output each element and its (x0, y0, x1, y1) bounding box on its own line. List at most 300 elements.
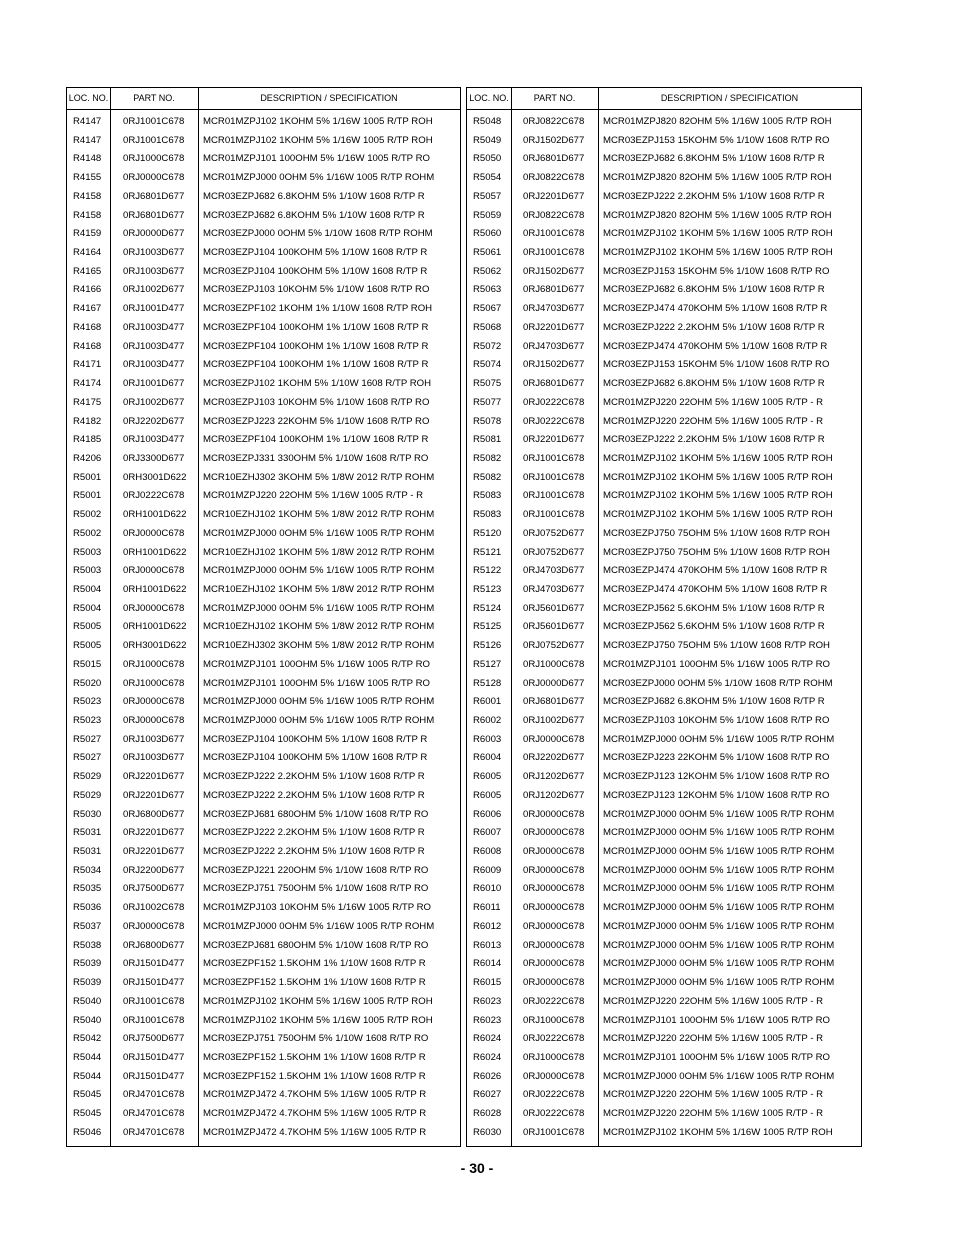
description-cell: MCR01MZPJ103 10KOHM 5% 1/16W 1005 R/TP RO (203, 902, 432, 914)
loc-no-cell: R5002 (73, 509, 102, 521)
part-no-cell: 0RJ0822C678 (523, 116, 585, 127)
part-no-cell: 0RJ4703D677 (523, 565, 585, 577)
loc-no-cell: R4206 (73, 452, 102, 464)
description-cell: MCR01MZPJ101 100OHM 5% 1/16W 1005 R/TP RO (203, 658, 430, 670)
loc-no-cell: R5124 (473, 602, 502, 614)
loc-no-cell: R5003 (73, 565, 102, 577)
table-row (467, 880, 861, 899)
table-row (67, 712, 460, 731)
part-no-cell: 0RJ0000C678 (523, 1070, 585, 1082)
table-row (467, 113, 861, 132)
part-no-cell: 0RJ1502D677 (523, 265, 585, 277)
table-row (67, 1086, 460, 1105)
description-cell: MCR01MZPJ000 0OHM 5% 1/16W 1005 R/TP ROHM (603, 977, 835, 989)
loc-no-cell: R5015 (73, 658, 102, 670)
table-row (467, 600, 861, 619)
part-no-cell: 0RJ0000C678 (523, 958, 585, 970)
loc-no-cell: R5039 (73, 977, 102, 989)
table-row (467, 150, 861, 169)
loc-no-cell: R5027 (73, 752, 102, 764)
loc-no-cell: R5031 (73, 846, 102, 858)
table-row (467, 413, 861, 432)
description-cell: MCR01MZPJ220 22OHM 5% 1/16W 1005 R/TP - R (603, 1108, 824, 1120)
part-no-cell: 0RJ1001C678 (523, 471, 585, 483)
description-cell: MCR03EZPJ751 750OHM 5% 1/10W 1608 R/TP RO (203, 1033, 429, 1045)
loc-no-cell: R5057 (473, 190, 502, 202)
description-cell: MCR01MZPJ102 1KOHM 5% 1/16W 1005 R/TP ROH (603, 490, 833, 502)
description-cell: MCR01MZPJ102 1KOHM 5% 1/16W 1005 R/TP ROH (603, 509, 833, 521)
part-no-cell: 0RJ1001C678 (523, 490, 585, 502)
part-no-cell: 0RJ0000C678 (523, 902, 585, 914)
table-row (67, 656, 460, 675)
description-cell: MCR01MZPJ101 100OHM 5% 1/16W 1005 R/TP RO (203, 153, 430, 165)
loc-no-cell: R5005 (73, 621, 102, 633)
table-row (67, 487, 460, 506)
loc-no-cell: R5083 (473, 490, 502, 502)
loc-no-cell: R4148 (73, 153, 102, 165)
description-cell: MCR01MZPJ000 0OHM 5% 1/16W 1005 R/TP ROHM (603, 864, 835, 876)
part-no-cell: 0RJ4703D677 (523, 583, 585, 595)
part-no-cell: 0RJ6801D677 (523, 696, 585, 708)
part-no-cell: 0RJ1001C678 (523, 228, 585, 240)
part-no-cell: 0RJ1002D677 (523, 715, 585, 726)
description-cell: MCR01MZPJ000 0OHM 5% 1/16W 1005 R/TP ROHM (603, 1070, 835, 1082)
description-cell: MCR01MZPJ102 1KOHM 5% 1/16W 1005 R/TP ROH (203, 116, 433, 127)
table-row (67, 993, 460, 1012)
part-no-cell: 0RJ1003D477 (123, 359, 185, 371)
part-no-cell: 0RH1001D622 (123, 621, 187, 633)
description-cell: MCR03EZPJ474 470KOHM 5% 1/10W 1608 R/TP R (603, 340, 828, 352)
part-no-cell: 0RJ6800D677 (123, 808, 185, 820)
table-row (467, 731, 861, 750)
description-cell: MCR03EZPJ474 470KOHM 5% 1/10W 1608 R/TP R (603, 303, 828, 315)
loc-no-cell: R6002 (473, 715, 502, 726)
loc-no-cell: R5036 (73, 902, 102, 914)
description-cell: MCR01MZPJ000 0OHM 5% 1/16W 1005 R/TP ROHM (203, 602, 435, 614)
loc-no-cell: R5061 (473, 247, 502, 259)
loc-no-cell: R5046 (73, 1126, 102, 1138)
table-row (67, 375, 460, 394)
loc-no-cell: R5038 (73, 939, 102, 951)
part-no-cell: 0RJ1000C678 (523, 1014, 585, 1026)
part-no-cell: 0RJ0000C678 (523, 864, 585, 876)
part-no-cell: 0RJ6801D677 (123, 190, 185, 202)
part-no-cell: 0RJ2201D677 (123, 789, 185, 801)
table-row (467, 300, 861, 319)
header-description: DESCRIPTION / SPECIFICATION (260, 93, 398, 103)
part-no-cell: 0RJ2201D677 (123, 846, 185, 858)
part-no-cell: 0RH3001D622 (123, 471, 187, 483)
description-cell: MCR01MZPJ000 0OHM 5% 1/16W 1005 R/TP ROHM (603, 902, 835, 914)
part-no-cell: 0RJ4701C678 (123, 1108, 185, 1120)
loc-no-cell: R5029 (73, 771, 102, 783)
loc-no-cell: R5044 (73, 1051, 102, 1063)
table-row (467, 581, 861, 600)
table-row (467, 693, 861, 712)
loc-no-cell: R4158 (73, 209, 102, 221)
part-no-cell: 0RJ0752D677 (523, 546, 585, 558)
loc-no-cell: R4147 (73, 134, 102, 146)
table-row (467, 562, 861, 581)
loc-no-cell: R5037 (73, 920, 102, 932)
part-no-cell: 0RJ2200D677 (123, 864, 185, 876)
loc-no-cell: R5023 (73, 696, 102, 708)
loc-no-cell: R4185 (73, 434, 102, 446)
loc-no-cell: R5120 (473, 527, 502, 539)
table-row (67, 544, 460, 563)
loc-no-cell: R5081 (473, 434, 502, 446)
table-row (467, 188, 861, 207)
loc-no-cell: R5075 (473, 378, 502, 390)
description-cell: MCR03EZPF152 1.5KOHM 1% 1/10W 1608 R/TP R (203, 958, 426, 970)
table-row (67, 469, 460, 488)
table-row (467, 1105, 861, 1124)
table-row (467, 862, 861, 881)
description-cell: MCR03EZPJ104 100KOHM 5% 1/10W 1608 R/TP R (203, 265, 428, 277)
description-cell: MCR03EZPJ750 75OHM 5% 1/10W 1608 R/TP ROH (603, 527, 830, 539)
description-cell: MCR03EZPF104 100KOHM 1% 1/10W 1608 R/TP R (203, 340, 429, 352)
part-no-cell: 0RJ0000C678 (523, 733, 585, 745)
table-row (67, 749, 460, 768)
description-cell: MCR03EZPJ682 6.8KOHM 5% 1/10W 1608 R/TP R (203, 209, 425, 221)
description-cell: MCR03EZPJ750 75OHM 5% 1/10W 1608 R/TP ROH (603, 546, 830, 558)
part-no-cell: 0RJ2202D677 (523, 752, 585, 764)
description-cell: MCR01MZPJ220 22OHM 5% 1/16W 1005 R/TP - R (603, 995, 824, 1007)
part-no-cell: 0RJ0000C678 (523, 846, 585, 858)
description-cell: MCR01MZPJ000 0OHM 5% 1/16W 1005 R/TP ROHM (203, 527, 435, 539)
description-cell: MCR01MZPJ102 1KOHM 5% 1/16W 1005 R/TP ROH (603, 247, 833, 259)
table-row (67, 937, 460, 956)
table-row (467, 469, 861, 488)
loc-no-cell: R5049 (473, 134, 502, 146)
description-cell: MCR03EZPJ682 6.8KOHM 5% 1/10W 1608 R/TP R (603, 153, 825, 165)
table-row (467, 637, 861, 656)
loc-no-cell: R6003 (473, 733, 502, 745)
description-cell: MCR03EZPF152 1.5KOHM 1% 1/10W 1608 R/TP R (203, 1051, 426, 1063)
loc-no-cell: R4171 (73, 359, 102, 371)
parts-table-left (66, 87, 461, 1147)
part-no-cell: 0RJ0000C678 (523, 883, 585, 895)
table-row (67, 843, 460, 862)
loc-no-cell: R5128 (473, 677, 502, 689)
part-no-cell: 0RJ1001C678 (123, 134, 185, 146)
part-no-cell: 0RJ4703D677 (523, 340, 585, 352)
part-no-cell: 0RJ0000C678 (123, 920, 185, 932)
part-no-cell: 0RJ1001D477 (123, 303, 185, 315)
loc-no-cell: R5062 (473, 265, 502, 277)
description-cell: MCR03EZPJ562 5.6KOHM 5% 1/10W 1608 R/TP R (603, 621, 825, 633)
description-cell: MCR01MZPJ820 82OHM 5% 1/16W 1005 R/TP ROH (603, 209, 832, 221)
description-cell: MCR01MZPJ472 4.7KOHM 5% 1/16W 1005 R/TP R (203, 1126, 427, 1138)
part-no-cell: 0RJ2202D677 (123, 415, 185, 427)
part-no-cell: 0RJ0000C678 (123, 696, 185, 708)
description-cell: MCR03EZPJ103 10KOHM 5% 1/10W 1608 R/TP RO (203, 284, 430, 296)
loc-no-cell: R5078 (473, 415, 502, 427)
description-cell: MCR01MZPJ000 0OHM 5% 1/16W 1005 R/TP ROHM (203, 715, 435, 726)
description-cell: MCR03EZPJ474 470KOHM 5% 1/10W 1608 R/TP R (603, 565, 828, 577)
description-cell: MCR03EZPJ104 100KOHM 5% 1/10W 1608 R/TP R (203, 752, 428, 764)
description-cell: MCR01MZPJ000 0OHM 5% 1/16W 1005 R/TP ROHM (603, 883, 835, 895)
description-cell: MCR01MZPJ220 22OHM 5% 1/16W 1005 R/TP - R (603, 396, 824, 408)
table-row (67, 244, 460, 263)
description-cell: MCR03EZPJ223 22KOHM 5% 1/10W 1608 R/TP RO (203, 415, 430, 427)
part-no-cell: 0RJ2201D677 (523, 321, 585, 333)
part-no-cell: 0RJ2201D677 (523, 434, 585, 446)
loc-no-cell: R5003 (73, 546, 102, 558)
table-row (67, 1105, 460, 1124)
loc-no-cell: R5125 (473, 621, 502, 633)
header-description: DESCRIPTION / SPECIFICATION (660, 93, 799, 103)
table-row (67, 394, 460, 413)
description-cell: MCR03EZPF104 100KOHM 1% 1/10W 1608 R/TP R (203, 434, 429, 446)
table-row (467, 525, 861, 544)
description-cell: MCR01MZPJ102 1KOHM 5% 1/16W 1005 R/TP ROH (603, 452, 833, 464)
table-row (467, 544, 861, 563)
description-cell: MCR03EZPJ222 2.2KOHM 5% 1/10W 1608 R/TP R (603, 321, 825, 333)
part-no-cell: 0RH3001D622 (123, 640, 187, 652)
loc-no-cell: R5082 (473, 452, 502, 464)
table-row (67, 169, 460, 188)
table-row (467, 955, 861, 974)
table-row (467, 356, 861, 375)
table-row (467, 899, 861, 918)
table-row (67, 1049, 460, 1068)
description-cell: MCR03EZPJ222 2.2KOHM 5% 1/10W 1608 R/TP R (203, 789, 425, 801)
loc-no-cell: R5042 (73, 1033, 102, 1045)
part-no-cell: 0RJ1003D677 (123, 247, 185, 259)
part-no-cell: 0RJ4701C678 (123, 1089, 185, 1101)
loc-no-cell: R6009 (473, 864, 502, 876)
part-no-cell: 0RJ0222C678 (523, 1089, 585, 1101)
table-row (467, 675, 861, 694)
table-row (467, 506, 861, 525)
loc-no-cell: R6023 (473, 995, 502, 1007)
part-no-cell: 0RJ1000C678 (123, 153, 185, 165)
part-no-cell: 0RJ1202D677 (523, 771, 585, 783)
loc-no-cell: R6008 (473, 846, 502, 858)
part-no-cell: 0RJ1000C678 (523, 658, 585, 670)
part-no-cell: 0RJ0000C678 (123, 602, 185, 614)
description-cell: MCR10EZHJ102 1KOHM 5% 1/8W 2012 R/TP ROHM (203, 621, 435, 633)
description-cell: MCR03EZPJ222 2.2KOHM 5% 1/10W 1608 R/TP R (603, 190, 825, 202)
table-row (67, 356, 460, 375)
table-row (67, 824, 460, 843)
description-cell: MCR03EZPJ223 22KOHM 5% 1/10W 1608 R/TP RO (603, 752, 830, 764)
part-no-cell: 0RJ0222C678 (523, 415, 585, 427)
loc-no-cell: R4168 (73, 340, 102, 352)
description-cell: MCR01MZPJ000 0OHM 5% 1/16W 1005 R/TP ROHM (203, 172, 435, 184)
description-cell: MCR03EZPF152 1.5KOHM 1% 1/10W 1608 R/TP R (203, 1070, 426, 1082)
table-row (67, 618, 460, 637)
table-row (67, 319, 460, 338)
description-cell: MCR01MZPJ472 4.7KOHM 5% 1/16W 1005 R/TP R (203, 1089, 427, 1101)
part-no-cell: 0RJ0000C678 (523, 920, 585, 932)
description-cell: MCR10EZHJ102 1KOHM 5% 1/8W 2012 R/TP ROHM (203, 546, 435, 558)
table-row (467, 338, 861, 357)
part-no-cell: 0RJ1501D477 (123, 977, 185, 989)
part-no-cell: 0RJ0222C678 (523, 995, 585, 1007)
table-row (467, 787, 861, 806)
part-no-cell: 0RJ1001C678 (123, 995, 185, 1007)
table-row (67, 675, 460, 694)
table-row (467, 487, 861, 506)
loc-no-cell: R6014 (473, 958, 502, 970)
loc-no-cell: R6001 (473, 696, 502, 708)
table-row (67, 562, 460, 581)
loc-no-cell: R6028 (473, 1108, 502, 1120)
table-row (467, 993, 861, 1012)
loc-no-cell: R5072 (473, 340, 502, 352)
table-row (467, 1124, 861, 1143)
table-row (467, 824, 861, 843)
table-row (467, 431, 861, 450)
part-no-cell: 0RJ0000D677 (523, 677, 585, 689)
table-row (467, 225, 861, 244)
loc-no-cell: R4166 (73, 284, 102, 296)
part-no-cell: 0RJ3300D677 (123, 452, 185, 464)
table-row (467, 1068, 861, 1087)
loc-no-cell: R5059 (473, 209, 502, 221)
loc-no-cell: R5002 (73, 527, 102, 539)
table-row (67, 1068, 460, 1087)
part-no-cell: 0RJ1001C678 (523, 452, 585, 464)
part-no-cell: 0RJ1202D677 (523, 789, 585, 801)
loc-no-cell: R4174 (73, 378, 102, 390)
table-row (467, 768, 861, 787)
part-no-cell: 0RJ1003D477 (123, 321, 185, 333)
part-no-cell: 0RJ0000C678 (123, 527, 185, 539)
part-no-cell: 0RJ1001C678 (123, 1014, 185, 1026)
table-row (467, 1086, 861, 1105)
description-cell: MCR01MZPJ102 1KOHM 5% 1/16W 1005 R/TP ROH (203, 1014, 433, 1026)
description-cell: MCR03EZPJ104 100KOHM 5% 1/10W 1608 R/TP R (203, 733, 428, 745)
loc-no-cell: R4182 (73, 415, 102, 427)
description-cell: MCR01MZPJ820 82OHM 5% 1/16W 1005 R/TP ROH (603, 172, 832, 184)
part-no-cell: 0RJ6801D677 (523, 153, 585, 165)
table-row (67, 787, 460, 806)
description-cell: MCR01MZPJ102 1KOHM 5% 1/16W 1005 R/TP ROH (203, 995, 433, 1007)
loc-no-cell: R5067 (473, 303, 502, 315)
part-no-cell: 0RJ6800D677 (123, 939, 185, 951)
table-body (67, 113, 460, 1143)
loc-no-cell: R5127 (473, 658, 502, 670)
table-body (467, 113, 861, 1143)
description-cell: MCR01MZPJ000 0OHM 5% 1/16W 1005 R/TP ROHM (203, 696, 435, 708)
table-row (67, 806, 460, 825)
loc-no-cell: R5060 (473, 228, 502, 240)
description-cell: MCR03EZPJ153 15KOHM 5% 1/10W 1608 R/TP RO (603, 265, 830, 277)
part-no-cell: 0RJ1502D677 (523, 134, 585, 146)
description-cell: MCR01MZPJ000 0OHM 5% 1/16W 1005 R/TP ROHM (203, 565, 435, 577)
description-cell: MCR01MZPJ102 1KOHM 5% 1/16W 1005 R/TP ROH (603, 1126, 833, 1138)
part-no-cell: 0RJ0752D677 (523, 527, 585, 539)
table-row (467, 918, 861, 937)
loc-no-cell: R4158 (73, 190, 102, 202)
loc-no-cell: R6005 (473, 789, 502, 801)
loc-no-cell: R5074 (473, 359, 502, 371)
description-cell: MCR03EZPJ222 2.2KOHM 5% 1/10W 1608 R/TP R (203, 846, 425, 858)
part-no-cell: 0RJ6801D677 (123, 209, 185, 221)
part-no-cell: 0RJ0000C678 (123, 172, 185, 184)
page-number: - 30 - (460, 1160, 494, 1176)
table-row (67, 637, 460, 656)
part-no-cell: 0RJ0752D677 (523, 640, 585, 652)
part-no-cell: 0RJ0222C678 (523, 396, 585, 408)
loc-no-cell: R6015 (473, 977, 502, 989)
description-cell: MCR03EZPJ682 6.8KOHM 5% 1/10W 1608 R/TP R (203, 190, 425, 202)
header-part-no: PART NO. (533, 93, 576, 103)
description-cell: MCR03EZPJ474 470KOHM 5% 1/10W 1608 R/TP R (603, 583, 828, 595)
loc-no-cell: R5044 (73, 1070, 102, 1082)
part-no-cell: 0RJ5601D677 (523, 602, 585, 614)
part-no-cell: 0RJ1001D677 (123, 378, 185, 390)
loc-no-cell: R5005 (73, 640, 102, 652)
part-no-cell: 0RJ1001C678 (123, 116, 185, 127)
table-row (467, 712, 861, 731)
description-cell: MCR01MZPJ220 22OHM 5% 1/16W 1005 R/TP - R (203, 490, 424, 502)
table-row (67, 207, 460, 226)
table-row (67, 581, 460, 600)
loc-no-cell: R5040 (73, 1014, 102, 1026)
part-no-cell: 0RJ7500D677 (123, 883, 185, 895)
loc-no-cell: R4168 (73, 321, 102, 333)
table-row (467, 263, 861, 282)
table-row (67, 693, 460, 712)
description-cell: MCR03EZPJ682 6.8KOHM 5% 1/10W 1608 R/TP R (603, 696, 825, 708)
table-row (67, 862, 460, 881)
table-row (467, 806, 861, 825)
description-cell: MCR01MZPJ472 4.7KOHM 5% 1/16W 1005 R/TP R (203, 1108, 427, 1120)
description-cell: MCR01MZPJ102 1KOHM 5% 1/16W 1005 R/TP ROH (603, 228, 833, 240)
description-cell: MCR01MZPJ000 0OHM 5% 1/16W 1005 R/TP ROHM (603, 920, 835, 932)
loc-no-cell: R5121 (473, 546, 502, 558)
loc-no-cell: R4167 (73, 303, 102, 315)
part-no-cell: 0RJ1002D677 (123, 396, 185, 408)
loc-no-cell: R5031 (73, 827, 102, 839)
header-divider (67, 109, 460, 110)
part-no-cell: 0RJ0822C678 (523, 209, 585, 221)
part-no-cell: 0RJ7500D677 (123, 1033, 185, 1045)
description-cell: MCR01MZPJ000 0OHM 5% 1/16W 1005 R/TP ROHM (203, 920, 435, 932)
description-cell: MCR01MZPJ220 22OHM 5% 1/16W 1005 R/TP - R (603, 415, 824, 427)
header-part-no: PART NO. (133, 93, 175, 103)
table-row (467, 843, 861, 862)
part-no-cell: 0RJ1501D477 (123, 1051, 185, 1063)
header-loc-no: LOC. NO. (469, 93, 509, 103)
description-cell: MCR01MZPJ000 0OHM 5% 1/16W 1005 R/TP ROHM (603, 733, 835, 745)
loc-no-cell: R5027 (73, 733, 102, 745)
description-cell: MCR01MZPJ820 82OHM 5% 1/16W 1005 R/TP ROH (603, 116, 832, 127)
part-no-cell: 0RJ1000C678 (123, 677, 185, 689)
description-cell: MCR03EZPJ222 2.2KOHM 5% 1/10W 1608 R/TP R (203, 771, 425, 783)
table-row (467, 169, 861, 188)
loc-no-cell: R6013 (473, 939, 502, 951)
description-cell: MCR10EZHJ302 3KOHM 5% 1/8W 2012 R/TP ROHM (203, 640, 435, 652)
table-row (67, 918, 460, 937)
loc-no-cell: R5029 (73, 789, 102, 801)
description-cell: MCR01MZPJ220 22OHM 5% 1/16W 1005 R/TP - R (603, 1033, 824, 1045)
header-divider (467, 109, 861, 110)
description-cell: MCR03EZPJ103 10KOHM 5% 1/10W 1608 R/TP RO (203, 396, 430, 408)
loc-no-cell: R6024 (473, 1051, 502, 1063)
part-no-cell: 0RJ0000C678 (523, 939, 585, 951)
part-no-cell: 0RJ2201D677 (523, 190, 585, 202)
description-cell: MCR01MZPJ000 0OHM 5% 1/16W 1005 R/TP ROHM (603, 827, 835, 839)
description-cell: MCR03EZPJ221 220OHM 5% 1/10W 1608 R/TP RO (203, 864, 429, 876)
loc-no-cell: R6026 (473, 1070, 502, 1082)
table-row (67, 431, 460, 450)
table-row (67, 880, 460, 899)
